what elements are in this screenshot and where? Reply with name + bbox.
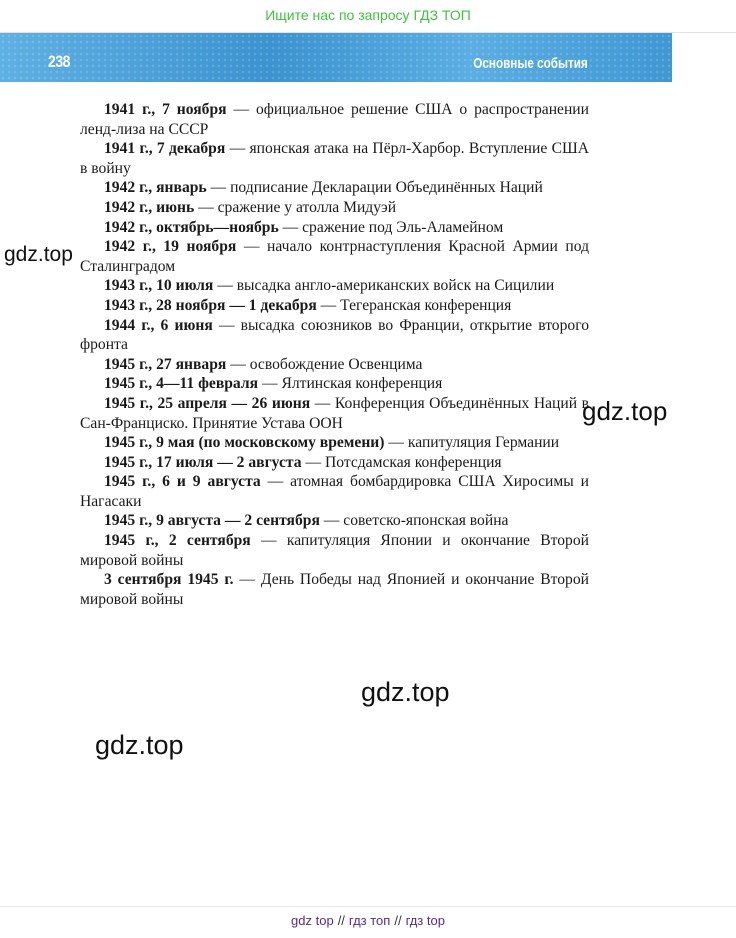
footer-divider (0, 906, 736, 907)
event-date: 1945 г., 2 сентября (104, 532, 251, 550)
event-description: — Ялтинская конференция (258, 375, 443, 393)
event-entry (80, 316, 589, 355)
event-description: — капитуляция Японии и окончание Второй мировой войны (80, 532, 589, 569)
event-description: — капитуляция Германии (384, 434, 560, 452)
section-title: Основные события (473, 55, 588, 72)
event-entry (80, 355, 589, 375)
footer-separator: // (394, 913, 402, 928)
events-list (80, 100, 589, 609)
event-description: — Конференция Объединённых Наций в Сан-Франциско. Принятие Устава ООН (80, 394, 589, 432)
watermark: gdz.top (582, 396, 668, 426)
event-description: — советско-японская война (319, 512, 509, 530)
event-date: 1945 г., 25 апреля — 26 июня (104, 394, 311, 412)
top-banner-link[interactable]: Ищите нас по запросу ГДЗ ТОП (265, 7, 471, 23)
event-entry (80, 276, 589, 296)
event-entry (80, 218, 589, 238)
event-description: — официальное решение США о распространении ленд-лиза на СССР (80, 101, 589, 138)
event-date: 1941 г., 7 декабря (104, 140, 226, 158)
event-description: — атомная бомбардировка США Хиросимы и Нагасаки (80, 473, 589, 510)
event-entry (80, 433, 589, 453)
event-entry (80, 100, 589, 139)
event-description: — сражение под Эль-Аламейном (278, 218, 504, 236)
event-description: — Тегеранская конференция (316, 296, 512, 314)
event-description: — сражение у атолла Мидуэй (194, 198, 397, 216)
event-description: — День Победы над Японией и окончание Второй мировой войны (80, 571, 589, 608)
event-date: 1941 г., 7 ноября (104, 101, 227, 118)
event-date: 1942 г., январь (104, 179, 207, 197)
event-description: — высадка англо-американских войск на Сицилии (213, 277, 555, 295)
event-date: 1942 г., 19 ноября (104, 238, 237, 256)
event-entry (80, 472, 589, 511)
footer-links (0, 911, 736, 931)
event-description: — начало контрнаступления Красной Армии под Сталинградом (80, 238, 590, 275)
event-entry (80, 296, 589, 316)
event-date: 1945 г., 6 и 9 августа (104, 473, 261, 491)
event-entry (80, 178, 589, 198)
watermark: gdz.top (95, 730, 184, 760)
footer-link-gdz-top-mixed[interactable]: гдз top (405, 913, 445, 928)
event-entry (80, 237, 589, 276)
event-date: 1943 г., 28 ноября — 1 декабря (104, 296, 317, 314)
event-description: — Потсдамская конференция (301, 453, 502, 471)
event-entry (80, 570, 589, 609)
event-date: 3 сентября 1945 г. (104, 571, 234, 589)
event-entry (80, 394, 589, 433)
event-entry (80, 453, 589, 473)
event-date: 1945 г., 27 января (104, 355, 227, 373)
footer-link-gdz-top-ru[interactable]: гдз топ (348, 913, 391, 928)
event-entry (80, 374, 589, 394)
event-description: — подписание Декларации Объединённых Наций (206, 179, 543, 197)
footer-separator: // (337, 913, 345, 928)
watermark: gdz.top (4, 243, 73, 266)
event-description: — высадка союзников во Франции, открытие второго фронта (80, 316, 589, 354)
footer-link-gdz-top[interactable]: gdz top (291, 913, 334, 928)
event-date: 1942 г., октябрь—ноябрь (104, 218, 279, 236)
event-description: — освобождение Освенцима (226, 355, 423, 373)
event-date: 1945 г., 17 июля — 2 августа (104, 453, 302, 471)
event-date: 1945 г., 9 августа — 2 сентября (104, 512, 320, 530)
event-date: 1945 г., 4—11 февраля (104, 375, 259, 393)
event-description: — японская атака на Пёрл-Харбор. Вступление США в войну (80, 140, 589, 177)
event-date: 1945 г., 9 мая (по московскому времени) (104, 434, 385, 452)
event-entry (80, 198, 589, 218)
event-entry (80, 511, 589, 531)
watermark: gdz.top (361, 677, 450, 707)
event-date: 1943 г., 10 июля (104, 277, 214, 295)
event-date: 1942 г., июнь (104, 198, 195, 216)
event-date: 1944 г., 6 июня (104, 316, 213, 334)
page-number: 238 (48, 52, 71, 71)
event-entry (80, 531, 589, 570)
event-entry (80, 139, 589, 178)
